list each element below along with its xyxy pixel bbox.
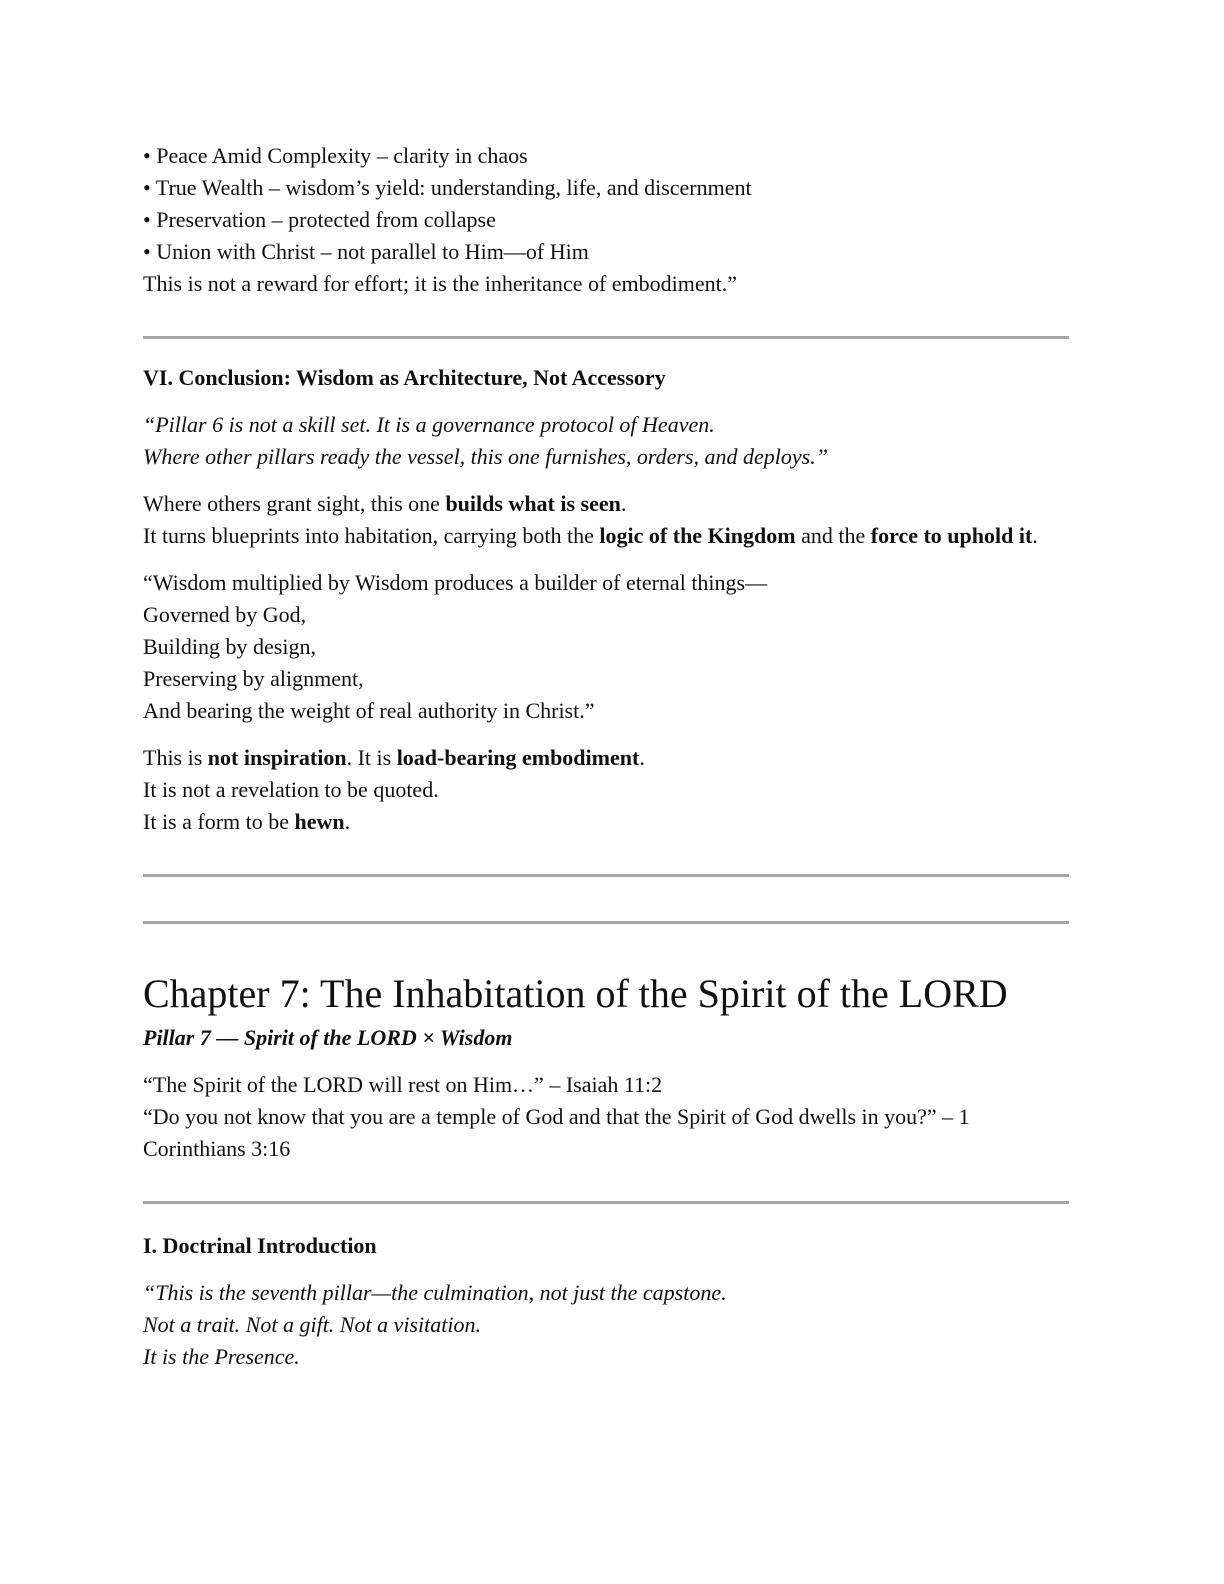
conclusion-paragraph: [143, 488, 1069, 552]
conclusion-quote: [143, 409, 1069, 473]
text-run: It turns blueprints into habitation, carrying both the: [143, 523, 600, 548]
divider: [143, 874, 1069, 877]
text-run: Where others grant sight, this one: [143, 491, 446, 516]
verse-line: “The Spirit of the LORD will rest on Him…” – Isaiah 11:2: [143, 1072, 663, 1097]
bold-run: force to uphold it: [870, 523, 1033, 548]
text-run: and the: [795, 523, 871, 548]
quote-line: Where other pillars ready the vessel, this one furnishes, orders, and deploys.”: [143, 444, 828, 469]
chapter-subtitle: Pillar 7 — Spirit of the LORD × Wisdom: [143, 1025, 513, 1050]
bold-run: logic of the Kingdom: [599, 523, 796, 548]
text-run: It is a form to be: [143, 809, 295, 834]
final-line: [143, 806, 1069, 838]
text-run: . It is: [346, 745, 397, 770]
list-item: • Union with Christ – not parallel to Him—of Him: [143, 239, 589, 264]
chapter-title: Chapter 7: The Inhabitation of the Spirit of the LORD: [143, 971, 1008, 1016]
section-heading-conclusion: VI. Conclusion: Wisdom as Architecture, Not Accessory: [143, 365, 666, 390]
text-run: .: [344, 809, 351, 834]
quote-line: Not a trait. Not a gift. Not a visitation.: [143, 1312, 481, 1337]
verse-line: “Do you not know that you are a temple of God and that the Spirit of God dwells in you?” – 1 Corinthians 3:16: [143, 1104, 970, 1161]
poem-line: Preserving by alignment,: [143, 666, 364, 691]
paragraph-line: [143, 520, 1069, 552]
document-page: [143, 140, 1069, 1373]
chapter-verses: [143, 1069, 1069, 1165]
poem-line: Building by design,: [143, 634, 316, 659]
bold-run: builds what is seen: [445, 491, 621, 516]
divider: [143, 1201, 1069, 1204]
poem-line: “Wisdom multiplied by Wisdom produces a builder of eternal things—: [143, 570, 768, 595]
quote-line: “This is the seventh pillar—the culmination, not just the capstone.: [143, 1280, 727, 1305]
final-line: [143, 742, 1069, 774]
conclusion-poem: [143, 567, 1069, 727]
quote-line: It is the Presence.: [143, 1344, 300, 1369]
list-item: • True Wealth – wisdom’s yield: understanding, life, and discernment: [143, 175, 752, 200]
divider: [143, 921, 1069, 924]
text-run: .: [620, 491, 627, 516]
text-run: .: [639, 745, 645, 770]
intro-quote: [143, 1277, 1069, 1373]
final-line: It is not a revelation to be quoted.: [143, 777, 439, 802]
section-heading-intro: I. Doctrinal Introduction: [143, 1233, 377, 1258]
quote-line: “Pillar 6 is not a skill set. It is a governance protocol of Heaven.: [143, 412, 715, 437]
paragraph-line: [143, 488, 1069, 520]
text-run: This is: [143, 745, 208, 770]
benefits-list: [143, 140, 1069, 300]
bold-run: not inspiration: [207, 745, 347, 770]
benefits-closing: This is not a reward for effort; it is the inheritance of embodiment.”: [143, 271, 738, 296]
divider: [143, 336, 1069, 339]
poem-line: And bearing the weight of real authority in Christ.”: [143, 698, 595, 723]
conclusion-final: [143, 742, 1069, 838]
list-item: • Preservation – protected from collapse: [143, 207, 496, 232]
text-run: .: [1032, 523, 1038, 548]
bold-run: hewn: [294, 809, 345, 834]
list-item: • Peace Amid Complexity – clarity in chaos: [143, 143, 528, 168]
bold-run: load-bearing embodiment: [396, 745, 640, 770]
poem-line: Governed by God,: [143, 602, 307, 627]
